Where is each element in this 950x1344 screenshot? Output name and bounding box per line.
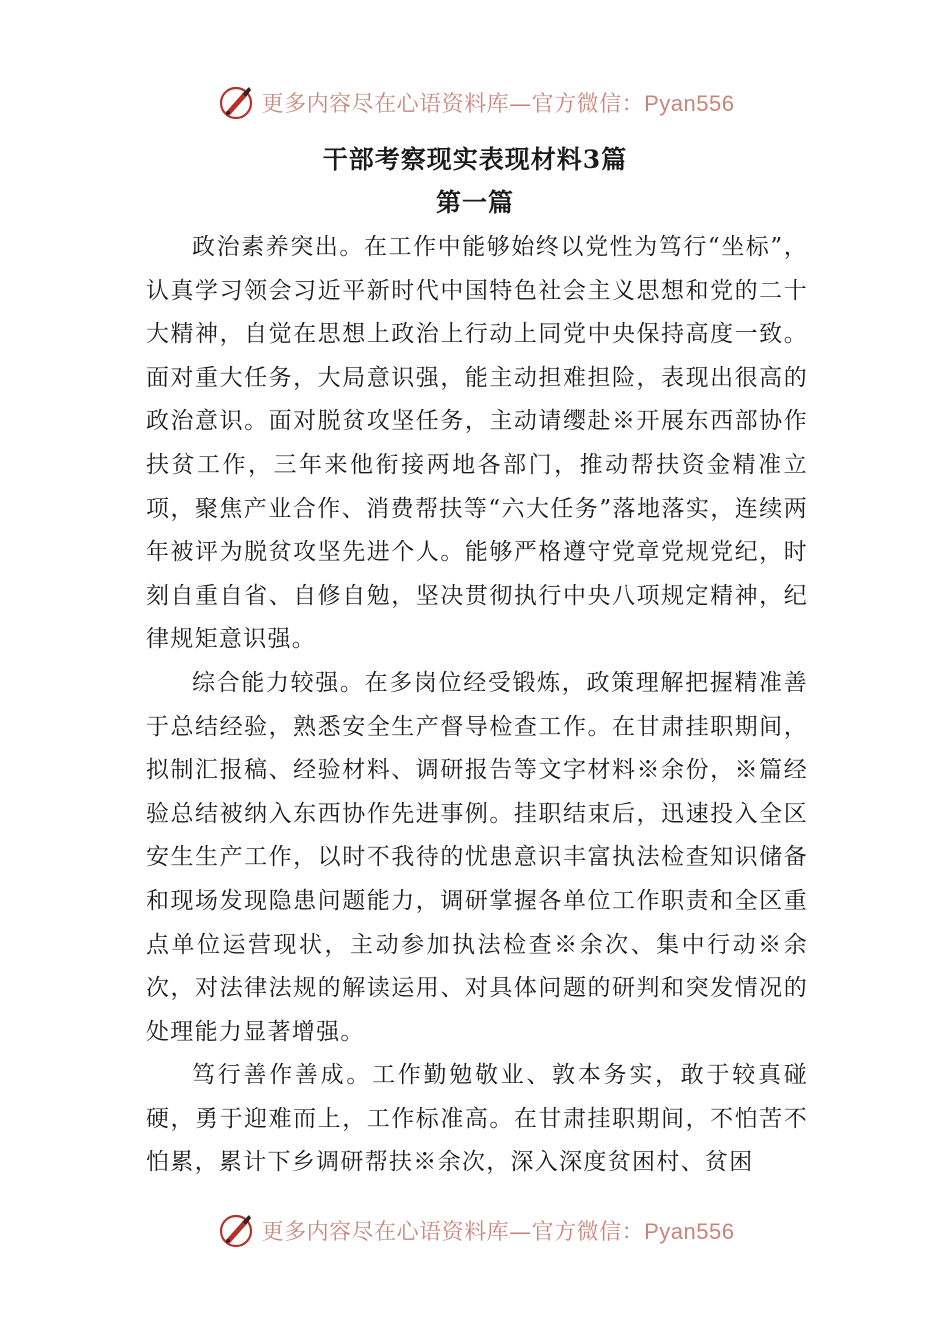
watermark-text: 更多内容尽在心语资料库—官方微信：Pyan556 [261, 1218, 735, 1245]
paragraph-ability: 综合能力较强。在多岗位经受锻炼，政策理解把握精准善于总结经验，熟悉安全生产督导检查工作。在甘肃挂职期间，拟制汇报稿、经验材料、调研报告等文字材料※余份，※篇经验总结被纳入东西协作先进事例。挂职结束后，迅速投入全区安生生产工作，以时不我待的忧患意识丰富执法检查知识储备和现场发现隐患问题能力，调研掌握各单位工作职责和全区重点单位运营现状，主动参加执法检查※余次、集中行动※余次，对法律法规的解读运用、对具体问题的研判和突发情况的处理能力显著增强。 [146, 669, 808, 1045]
document-title: 干部考察现实表现材料3篇 [322, 145, 628, 174]
paragraph-political: 政治素养突出。在工作中能够始终以党性为笃行“坐标”，认真学习领会习近平新时代中国特色社会主义思想和党的二十大精神，自觉在思想上政治上行动上同党中央保持高度一致。面对重大任务，大局意识强，能主动担难担险，表现出很高的政治意识。面对脱贫攻坚任务，主动请缨赴※开展东西部协作扶贫工作，三年来他衔接两地各部门，推动帮扶资金精准立项，聚焦产业合作、消费帮扶等“六大任务”落地落实，连续两年被评为脱贫攻坚先进个人。能够严格遵守党章党规党纪，时刻自重自省、自修自勉，坚决贯彻执行中央八项规定精神，纪律规矩意识强。 [146, 234, 808, 653]
document-body [146, 226, 808, 1185]
watermark-text: 更多内容尽在心语资料库—官方微信：Pyan556 [261, 90, 735, 117]
footer-watermark [0, 1208, 950, 1252]
wechat-id: Pyan556 [644, 90, 735, 116]
pen-logo-icon [216, 82, 256, 122]
header-watermark [0, 80, 950, 124]
pen-logo-icon [216, 1210, 256, 1250]
paragraph-practice: 笃行善作善成。工作勤勉敬业、敦本务实，敢于较真碰硬，勇于迎难而上，工作标准高。在甘肃挂职期间，不怕苦不怕累，累计下乡调研帮扶※余次，深入深度贫困村、贫困 [146, 1062, 808, 1176]
section-heading: 第一篇 [435, 188, 514, 217]
wechat-id: Pyan556 [644, 1218, 735, 1244]
